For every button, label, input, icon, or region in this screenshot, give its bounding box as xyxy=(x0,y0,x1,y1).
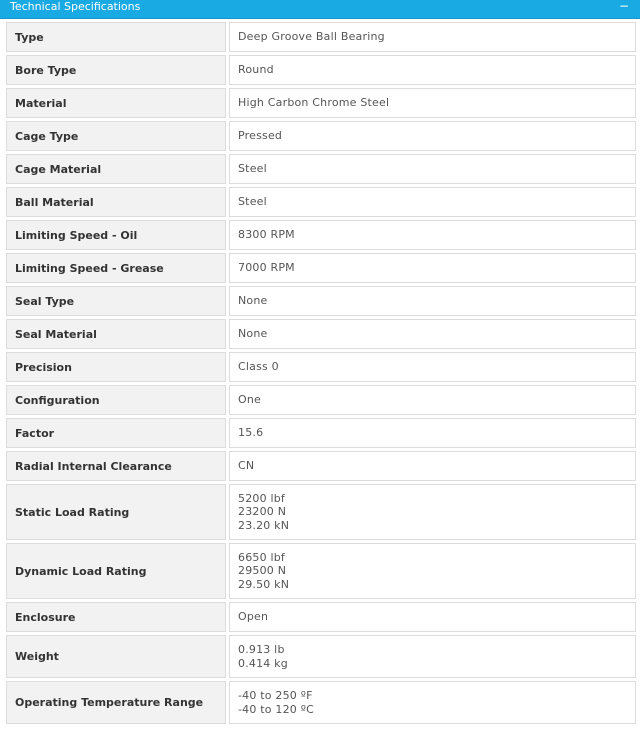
spec-row xyxy=(6,286,636,316)
spec-value-line: 23200 N xyxy=(238,505,287,519)
spec-row xyxy=(6,22,636,52)
spec-label: Cage Material xyxy=(6,154,226,184)
spec-value xyxy=(229,385,636,415)
spec-label: Static Load Rating xyxy=(6,484,226,540)
spec-label: Material xyxy=(6,88,226,118)
spec-label: Dynamic Load Rating xyxy=(6,543,226,599)
spec-row xyxy=(6,681,636,724)
spec-value-line: Steel xyxy=(238,162,267,176)
spec-label: Configuration xyxy=(6,385,226,415)
spec-label: Bore Type xyxy=(6,55,226,85)
spec-label: Precision xyxy=(6,352,226,382)
spec-row xyxy=(6,220,636,250)
spec-label: Cage Type xyxy=(6,121,226,151)
spec-label: Seal Material xyxy=(6,319,226,349)
spec-value-line: Deep Groove Ball Bearing xyxy=(238,30,385,44)
spec-row xyxy=(6,602,636,632)
collapse-icon[interactable]: − xyxy=(618,0,630,13)
spec-value xyxy=(229,121,636,151)
spec-value xyxy=(229,154,636,184)
spec-label: Radial Internal Clearance xyxy=(6,451,226,481)
spec-value xyxy=(229,451,636,481)
spec-row xyxy=(6,418,636,448)
spec-value-line: CN xyxy=(238,459,255,473)
spec-value-line: 8300 RPM xyxy=(238,228,295,242)
spec-label: Enclosure xyxy=(6,602,226,632)
spec-value xyxy=(229,253,636,283)
spec-value xyxy=(229,543,636,599)
spec-value-line: 7000 RPM xyxy=(238,261,295,275)
spec-value xyxy=(229,55,636,85)
spec-label: Type xyxy=(6,22,226,52)
spec-row xyxy=(6,187,636,217)
spec-value-line: Steel xyxy=(238,195,267,209)
spec-value xyxy=(229,352,636,382)
spec-label: Factor xyxy=(6,418,226,448)
spec-row xyxy=(6,319,636,349)
spec-value xyxy=(229,681,636,724)
spec-label: Operating Temperature Range xyxy=(6,681,226,724)
spec-label: Ball Material xyxy=(6,187,226,217)
spec-value-line: 29.50 kN xyxy=(238,577,290,591)
specs-table xyxy=(3,19,639,727)
spec-label: Seal Type xyxy=(6,286,226,316)
spec-value xyxy=(229,319,636,349)
spec-row xyxy=(6,55,636,85)
spec-value-line: None xyxy=(238,294,268,308)
spec-row xyxy=(6,88,636,118)
spec-value xyxy=(229,22,636,52)
spec-row xyxy=(6,385,636,415)
spec-value-line: Class 0 xyxy=(238,360,279,374)
spec-value-line: One xyxy=(238,393,261,407)
spec-row xyxy=(6,352,636,382)
spec-value-line: Open xyxy=(238,610,269,624)
spec-value-line: High Carbon Chrome Steel xyxy=(238,96,390,110)
spec-label: Limiting Speed - Oil xyxy=(6,220,226,250)
spec-value-line: 15.6 xyxy=(238,426,264,440)
spec-value xyxy=(229,88,636,118)
spec-value-line: 0.414 kg xyxy=(238,656,288,670)
spec-value xyxy=(229,418,636,448)
spec-row xyxy=(6,543,636,599)
spec-row xyxy=(6,484,636,540)
spec-label: Weight xyxy=(6,635,226,678)
spec-row xyxy=(6,451,636,481)
spec-row xyxy=(6,154,636,184)
specs-table-body xyxy=(6,22,636,724)
spec-value-line: 23.20 kN xyxy=(238,518,290,532)
spec-value-line: Round xyxy=(238,63,274,77)
spec-value xyxy=(229,602,636,632)
spec-value-line: -40 to 250 ºF xyxy=(238,689,313,702)
spec-value xyxy=(229,635,636,678)
spec-value-line: -40 to 120 ºC xyxy=(238,702,314,716)
spec-value-line: None xyxy=(238,327,268,341)
spec-value-line: 6650 lbf xyxy=(238,550,286,564)
spec-value-line: 5200 lbf xyxy=(238,491,286,505)
spec-label: Limiting Speed - Grease xyxy=(6,253,226,283)
spec-row xyxy=(6,253,636,283)
spec-value xyxy=(229,484,636,540)
spec-value-line: 29500 N xyxy=(238,564,287,578)
spec-value-line: Pressed xyxy=(238,129,283,143)
spec-value xyxy=(229,187,636,217)
panel-title: Technical Specifications xyxy=(10,0,141,13)
spec-row xyxy=(6,121,636,151)
panel-header[interactable] xyxy=(0,0,640,19)
spec-value-line: 0.913 lb xyxy=(238,643,285,656)
spec-value xyxy=(229,220,636,250)
specs-table-wrapper xyxy=(3,19,639,727)
spec-row xyxy=(6,635,636,678)
spec-value xyxy=(229,286,636,316)
